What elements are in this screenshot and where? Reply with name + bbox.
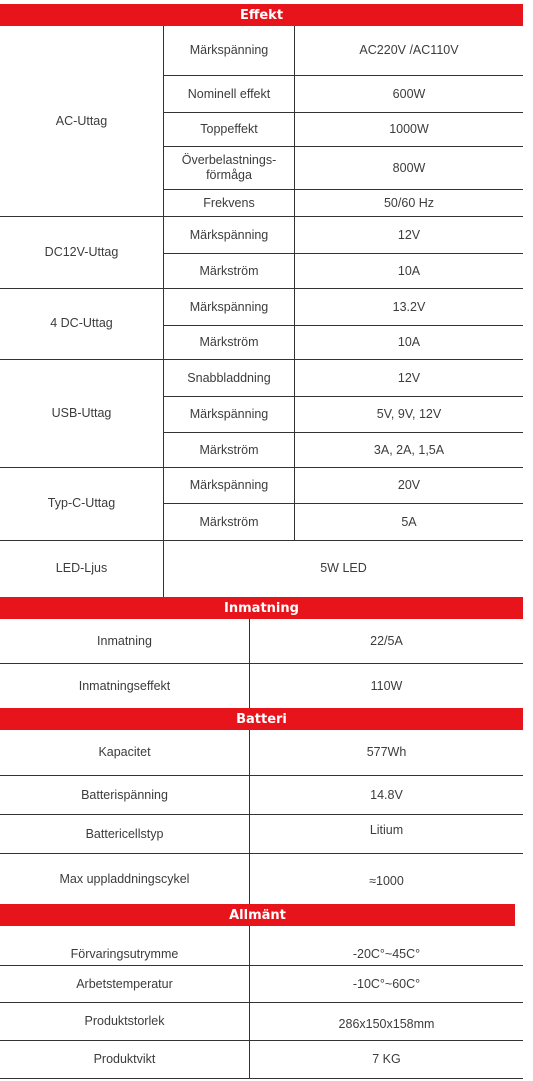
row-label: Kapacitet	[98, 745, 151, 759]
param-cell: Märkström	[199, 263, 259, 278]
row-label: Max uppladdningscykel	[59, 871, 190, 886]
value-cell: 1000W	[389, 122, 429, 136]
value-cell: 10A	[397, 263, 421, 278]
param-cell: Snabbladdning	[187, 370, 271, 385]
row-value: 286x150x158mm	[338, 1017, 435, 1031]
row-value: ≈1000	[369, 873, 404, 888]
row-value: 14.8V	[370, 787, 403, 802]
row-value: 577Wh	[366, 745, 407, 759]
param-cell: Märkström	[199, 442, 259, 457]
value-cell: 600W	[392, 86, 426, 101]
row-value: -10C°~60C°	[352, 976, 421, 991]
row-label: Arbetstemperatur	[76, 976, 173, 991]
group-label-led-ljus: LED-Ljus	[55, 561, 108, 575]
group-label-typc-uttag: Typ-C-Uttag	[47, 496, 116, 510]
row-label: Förvaringsutrymme	[70, 946, 179, 961]
section-header-inmatning: Inmatning	[0, 597, 523, 619]
row-value: 22/5A	[370, 633, 403, 648]
group-label-dc12v-uttag: DC12V-Uttag	[44, 244, 119, 259]
value-cell: 13.2V	[392, 299, 426, 314]
row-value: Litium	[369, 822, 404, 837]
param-cell: Märkspänning	[189, 478, 269, 492]
group-label-usb-uttag: USB-Uttag	[51, 405, 112, 420]
param-cell: Överbelastnings- förmåga	[181, 153, 277, 182]
param-cell: Toppeffekt	[200, 122, 258, 136]
section-header-allmant: Allmänt	[0, 904, 515, 926]
row-label: Batterispänning	[81, 787, 168, 802]
row-value: -20C°~45C°	[352, 946, 421, 961]
divider	[0, 1078, 523, 1079]
param-cell: Märkspänning	[189, 43, 269, 57]
row-value: 110W	[370, 678, 403, 693]
value-cell: 10A	[397, 335, 421, 349]
param-cell: Märkspänning	[189, 299, 269, 314]
row-label: Battericellstyp	[85, 826, 164, 841]
value-cell: 5A	[401, 514, 417, 529]
led-value: 5W LED	[320, 561, 367, 575]
param-cell: Märkström	[199, 335, 259, 349]
param-cell: Märkspänning	[189, 227, 269, 242]
param-cell: Märkspänning	[189, 407, 269, 421]
value-cell: 5V, 9V, 12V	[376, 407, 442, 421]
section-header-batteri: Batteri	[0, 708, 523, 730]
row-label: Produktvikt	[93, 1052, 156, 1066]
row-value: 7 KG	[372, 1052, 401, 1066]
param-cell: Nominell effekt	[187, 86, 271, 101]
group-label-4dc-uttag: 4 DC-Uttag	[50, 316, 113, 330]
value-cell: 12V	[397, 370, 421, 385]
value-cell: 12V	[397, 227, 421, 242]
value-cell: 50/60 Hz	[383, 195, 435, 210]
row-label: Inmatningseffekt	[78, 678, 171, 693]
value-cell: 800W	[392, 160, 426, 175]
value-cell: 20V	[397, 478, 421, 492]
param-cell: Märkström	[199, 514, 259, 529]
group-label-ac-uttag: AC-Uttag	[55, 113, 108, 128]
value-cell: AC220V /AC110V	[359, 43, 459, 57]
param-cell: Frekvens	[203, 195, 255, 210]
section-header-effekt: Effekt	[0, 4, 523, 26]
row-label: Produktstorlek	[84, 1014, 165, 1028]
value-cell: 3A, 2A, 1,5A	[373, 442, 445, 457]
row-label: Inmatning	[97, 633, 152, 648]
